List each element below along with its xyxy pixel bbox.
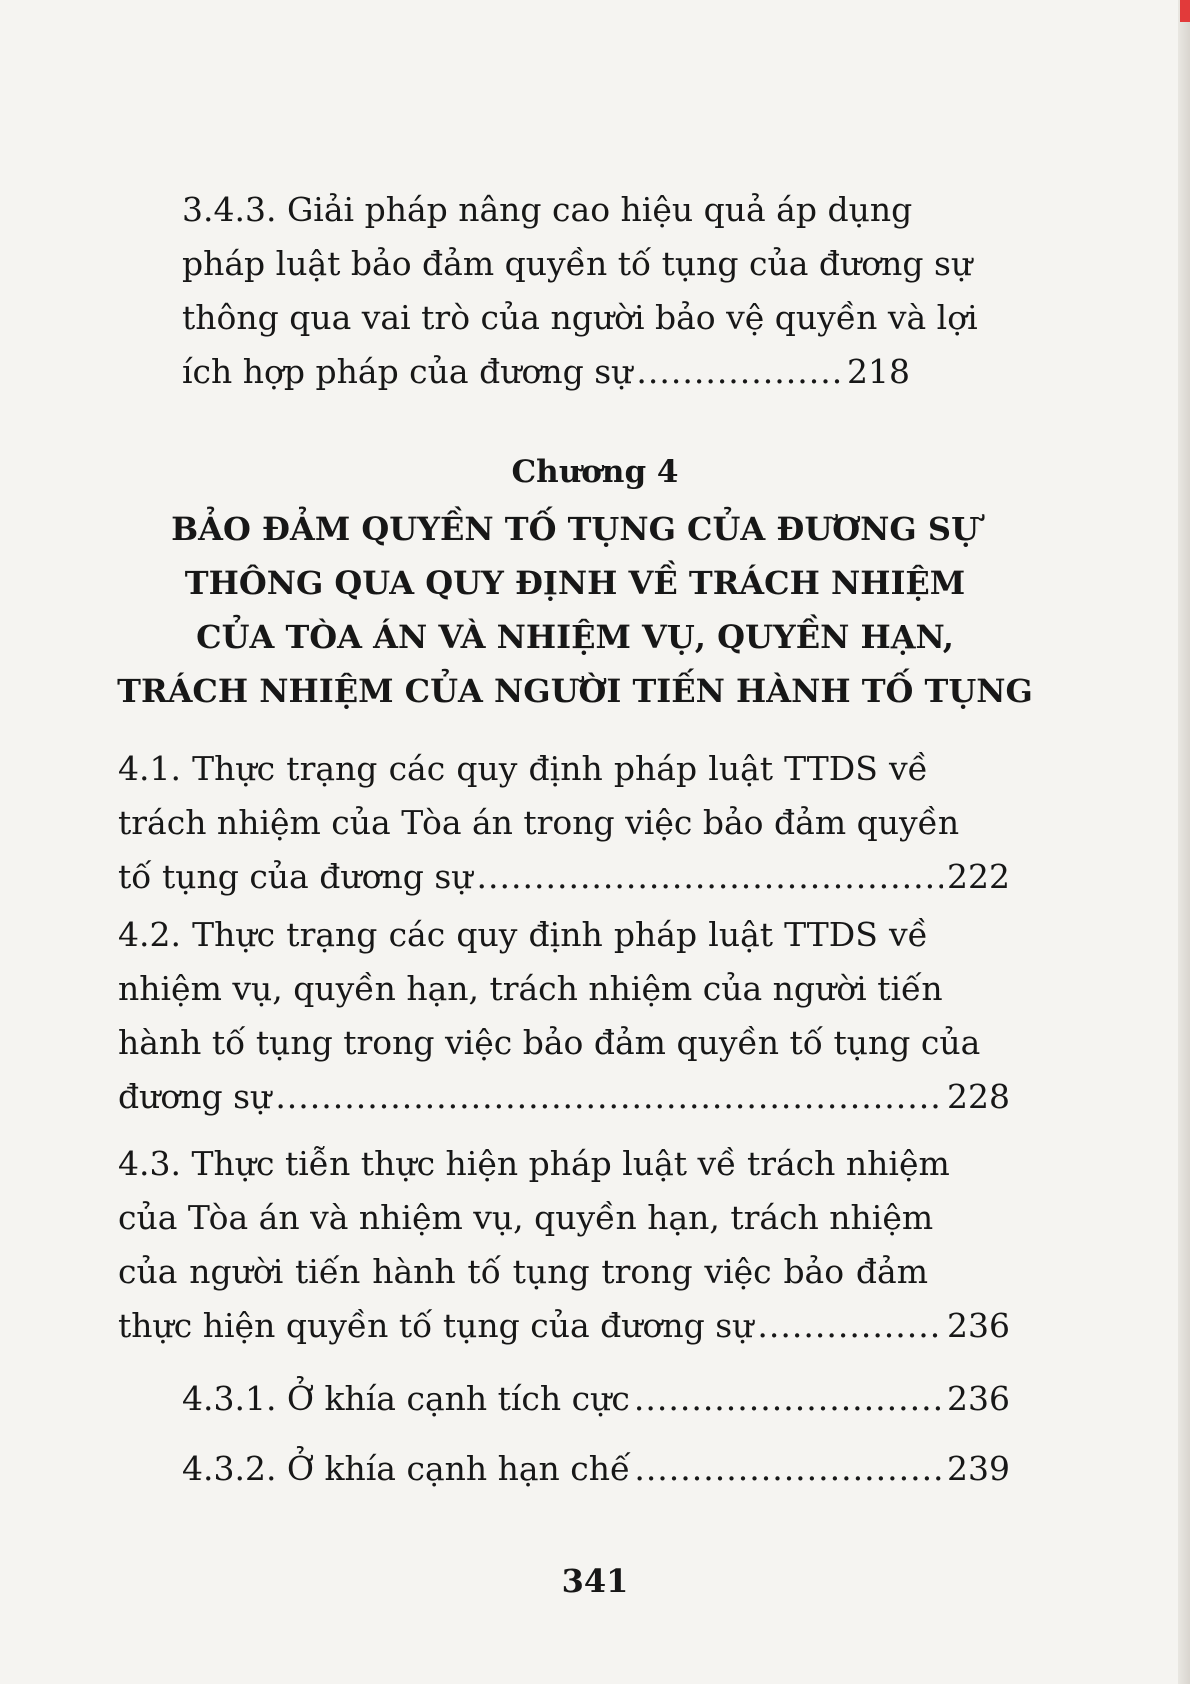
- toc-entry-4-3-2: [182, 1442, 1010, 1496]
- chapter-label: Chương 4: [511, 454, 679, 490]
- toc-line: trách nhiệm của Tòa án trong việc bảo đảm quyền: [118, 803, 960, 842]
- dot-leader: [477, 850, 943, 904]
- toc-line: tố tụng của đương sự: [118, 857, 473, 896]
- toc-last-line: [182, 345, 910, 399]
- toc-line: thông qua vai trò của người bảo vệ quyền và lợi: [182, 298, 978, 337]
- toc-line: thực hiện quyền tố tụng của đương sự: [118, 1306, 754, 1345]
- chapter-title-line: CỦA TÒA ÁN VÀ NHIỆM VỤ, QUYỀN HẠN,: [196, 618, 954, 656]
- toc-line: 4.2. Thực trạng các quy định pháp luật TTDS về: [118, 915, 928, 954]
- toc-line: ích hợp pháp của đương sự: [182, 352, 633, 391]
- toc-page-ref: 222: [947, 857, 1010, 896]
- toc-page-ref: 239: [947, 1449, 1010, 1488]
- toc-page-ref: 218: [847, 352, 910, 391]
- toc-page-ref: 236: [947, 1306, 1010, 1345]
- page-number: 341: [561, 1562, 629, 1600]
- chapter-title-line: BẢO ĐẢM QUYỀN TỐ TỤNG CỦA ĐƯƠNG SỰ: [171, 510, 979, 548]
- toc-last-line: [182, 1442, 1010, 1496]
- toc-entry-3-4-3: [182, 183, 978, 399]
- chapter-title-line: THÔNG QUA QUY ĐỊNH VỀ TRÁCH NHIỆM: [184, 564, 966, 602]
- toc-entry-4-3: [118, 1137, 1010, 1353]
- dot-leader: [275, 1070, 943, 1124]
- toc-last-line: [118, 1299, 1010, 1353]
- toc-line: đương sự: [118, 1077, 272, 1116]
- toc-line: 4.1. Thực trạng các quy định pháp luật TTDS về: [118, 749, 928, 788]
- toc-last-line: [118, 1070, 1010, 1124]
- toc-line: của người tiến hành tố tụng trong việc bảo đảm: [118, 1252, 928, 1291]
- toc-line: của Tòa án và nhiệm vụ, quyền hạn, trách nhiệm: [118, 1198, 934, 1237]
- toc-entry-4-3-1: [182, 1372, 1010, 1426]
- toc-last-line: [182, 1372, 1010, 1426]
- toc-line: pháp luật bảo đảm quyền tố tụng của đương sự: [182, 244, 973, 283]
- toc-line: hành tố tụng trong việc bảo đảm quyền tố tụng của: [118, 1023, 981, 1062]
- dot-leader: [757, 1299, 943, 1353]
- toc-page-ref: 228: [947, 1077, 1010, 1116]
- toc-entry-4-1: [118, 742, 1010, 904]
- dot-leader: [634, 1372, 943, 1426]
- toc-line: 4.3. Thực tiễn thực hiện pháp luật về trách nhiệm: [118, 1144, 950, 1183]
- toc-line: 4.3.2. Ở khía cạnh hạn chế: [182, 1449, 631, 1488]
- toc-last-line: [118, 850, 1010, 904]
- toc-page-ref: 236: [947, 1379, 1010, 1418]
- toc-line: nhiệm vụ, quyền hạn, trách nhiệm của người tiến: [118, 969, 943, 1008]
- dot-leader: [634, 1442, 943, 1496]
- toc-line: 4.3.1. Ở khía cạnh tích cực: [182, 1379, 630, 1418]
- toc-entry-4-2: [118, 908, 1010, 1124]
- chapter-title: [110, 502, 1040, 718]
- chapter-title-line: TRÁCH NHIỆM CỦA NGƯỜI TIẾN HÀNH TỐ TỤNG: [117, 672, 1033, 710]
- toc-line: 3.4.3. Giải pháp nâng cao hiệu quả áp dụng: [182, 190, 913, 229]
- dot-leader: [636, 345, 843, 399]
